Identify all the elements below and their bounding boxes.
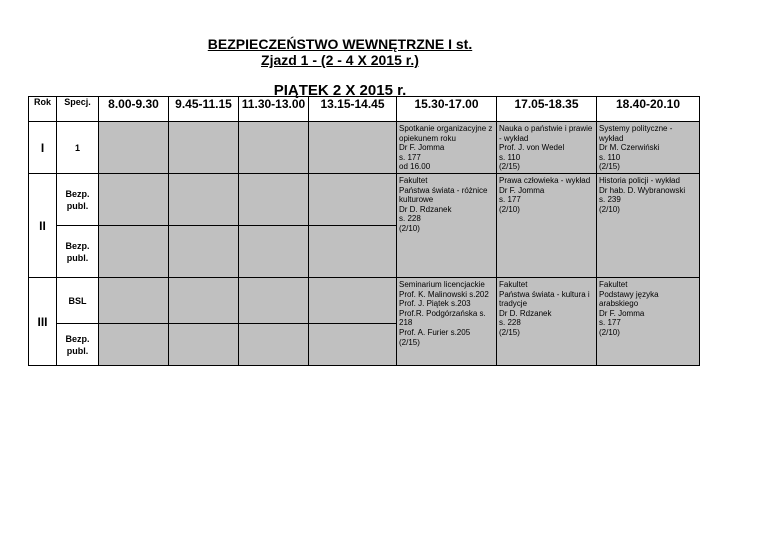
class-text: Nauka o państwie i prawie - wykład Prof. J. von Wedel s. 110 (2/15) bbox=[499, 124, 593, 172]
empty-cell bbox=[169, 278, 239, 324]
header-spec: Specj. bbox=[57, 97, 99, 122]
header-slot: 8.00-9.30 bbox=[99, 97, 169, 122]
empty-cell bbox=[309, 226, 397, 278]
empty-cell bbox=[169, 122, 239, 174]
document-title: BEZPIECZEŃSTWO WEWNĘTRZNE I st. bbox=[207, 36, 473, 52]
empty-cell bbox=[169, 226, 239, 278]
table-row bbox=[29, 122, 700, 174]
class-text: Systemy polityczne - wykład Dr M. Czerwiński s. 110 (2/15) bbox=[599, 124, 673, 172]
class-cell bbox=[397, 278, 497, 366]
empty-cell bbox=[169, 174, 239, 226]
spec-cell: Bezp. publ. bbox=[57, 226, 99, 278]
spec-cell: Bezp. publ. bbox=[57, 324, 99, 366]
year-cell-i: I bbox=[29, 122, 57, 174]
class-cell bbox=[597, 278, 700, 366]
class-text: Fakultet Państwa świata - różnice kulturowe Dr D. Rdzanek s. 228 (2/10) bbox=[399, 176, 488, 233]
class-text: Fakultet Państwa świata - kultura i tradycje Dr D. Rdzanek s. 228 (2/15) bbox=[499, 280, 590, 337]
header-slot: 9.45-11.15 bbox=[169, 97, 239, 122]
year-cell-ii: II bbox=[29, 174, 57, 278]
document-subtitle: Zjazd 1 - (2 - 4 X 2015 r.) bbox=[261, 52, 419, 68]
empty-cell bbox=[99, 324, 169, 366]
class-text: Seminarium licencjackie Prof. K. Malinowski s.202 Prof. J. Piątek s.203 Prof.R. Podgórzańska s. 218 Prof. A. Furier s.205 (2/15) bbox=[399, 280, 489, 347]
day-title: PIĄTEK 2 X 2015 r. bbox=[273, 82, 407, 99]
empty-cell bbox=[309, 324, 397, 366]
header-slot: 17.05-18.35 bbox=[497, 97, 597, 122]
header-rok: Rok bbox=[29, 97, 57, 122]
class-text: Historia policji - wykład Dr hab. D. Wybranowski s. 239 (2/10) bbox=[599, 176, 686, 214]
empty-cell bbox=[99, 122, 169, 174]
empty-cell bbox=[99, 278, 169, 324]
empty-cell bbox=[239, 324, 309, 366]
empty-cell bbox=[239, 226, 309, 278]
header-slot: 11.30-13.00 bbox=[239, 97, 309, 122]
class-cell bbox=[497, 122, 597, 174]
class-text: Fakultet Podstawy języka arabskiego Dr F. Jomma s. 177 (2/10) bbox=[599, 280, 659, 337]
table-row bbox=[29, 174, 700, 226]
empty-cell bbox=[169, 324, 239, 366]
empty-cell bbox=[99, 226, 169, 278]
class-cell bbox=[397, 174, 497, 278]
empty-cell bbox=[239, 278, 309, 324]
header-row bbox=[29, 97, 700, 122]
empty-cell bbox=[309, 278, 397, 324]
table-row bbox=[29, 278, 700, 324]
header-slot: 15.30-17.00 bbox=[397, 97, 497, 122]
spec-cell: Bezp. publ. bbox=[57, 174, 99, 226]
empty-cell bbox=[239, 122, 309, 174]
spec-cell: BSL bbox=[57, 278, 99, 324]
class-text: Prawa człowieka - wykład Dr F. Jomma s. 177 (2/10) bbox=[499, 176, 591, 214]
empty-cell bbox=[239, 174, 309, 226]
empty-cell bbox=[309, 122, 397, 174]
class-cell bbox=[597, 174, 700, 278]
class-cell bbox=[397, 122, 497, 174]
year-cell-iii: III bbox=[29, 278, 57, 366]
class-cell bbox=[597, 122, 700, 174]
header-slot: 18.40-20.10 bbox=[597, 97, 700, 122]
class-cell bbox=[497, 174, 597, 278]
class-cell bbox=[497, 278, 597, 366]
header-slot: 13.15-14.45 bbox=[309, 97, 397, 122]
spec-cell: 1 bbox=[57, 122, 99, 174]
empty-cell bbox=[309, 174, 397, 226]
schedule-table bbox=[28, 96, 700, 366]
class-text: Spotkanie organizacyjne z opiekunem roku Dr F. Jomma s. 177 od 16.00 bbox=[399, 124, 493, 172]
empty-cell bbox=[99, 174, 169, 226]
